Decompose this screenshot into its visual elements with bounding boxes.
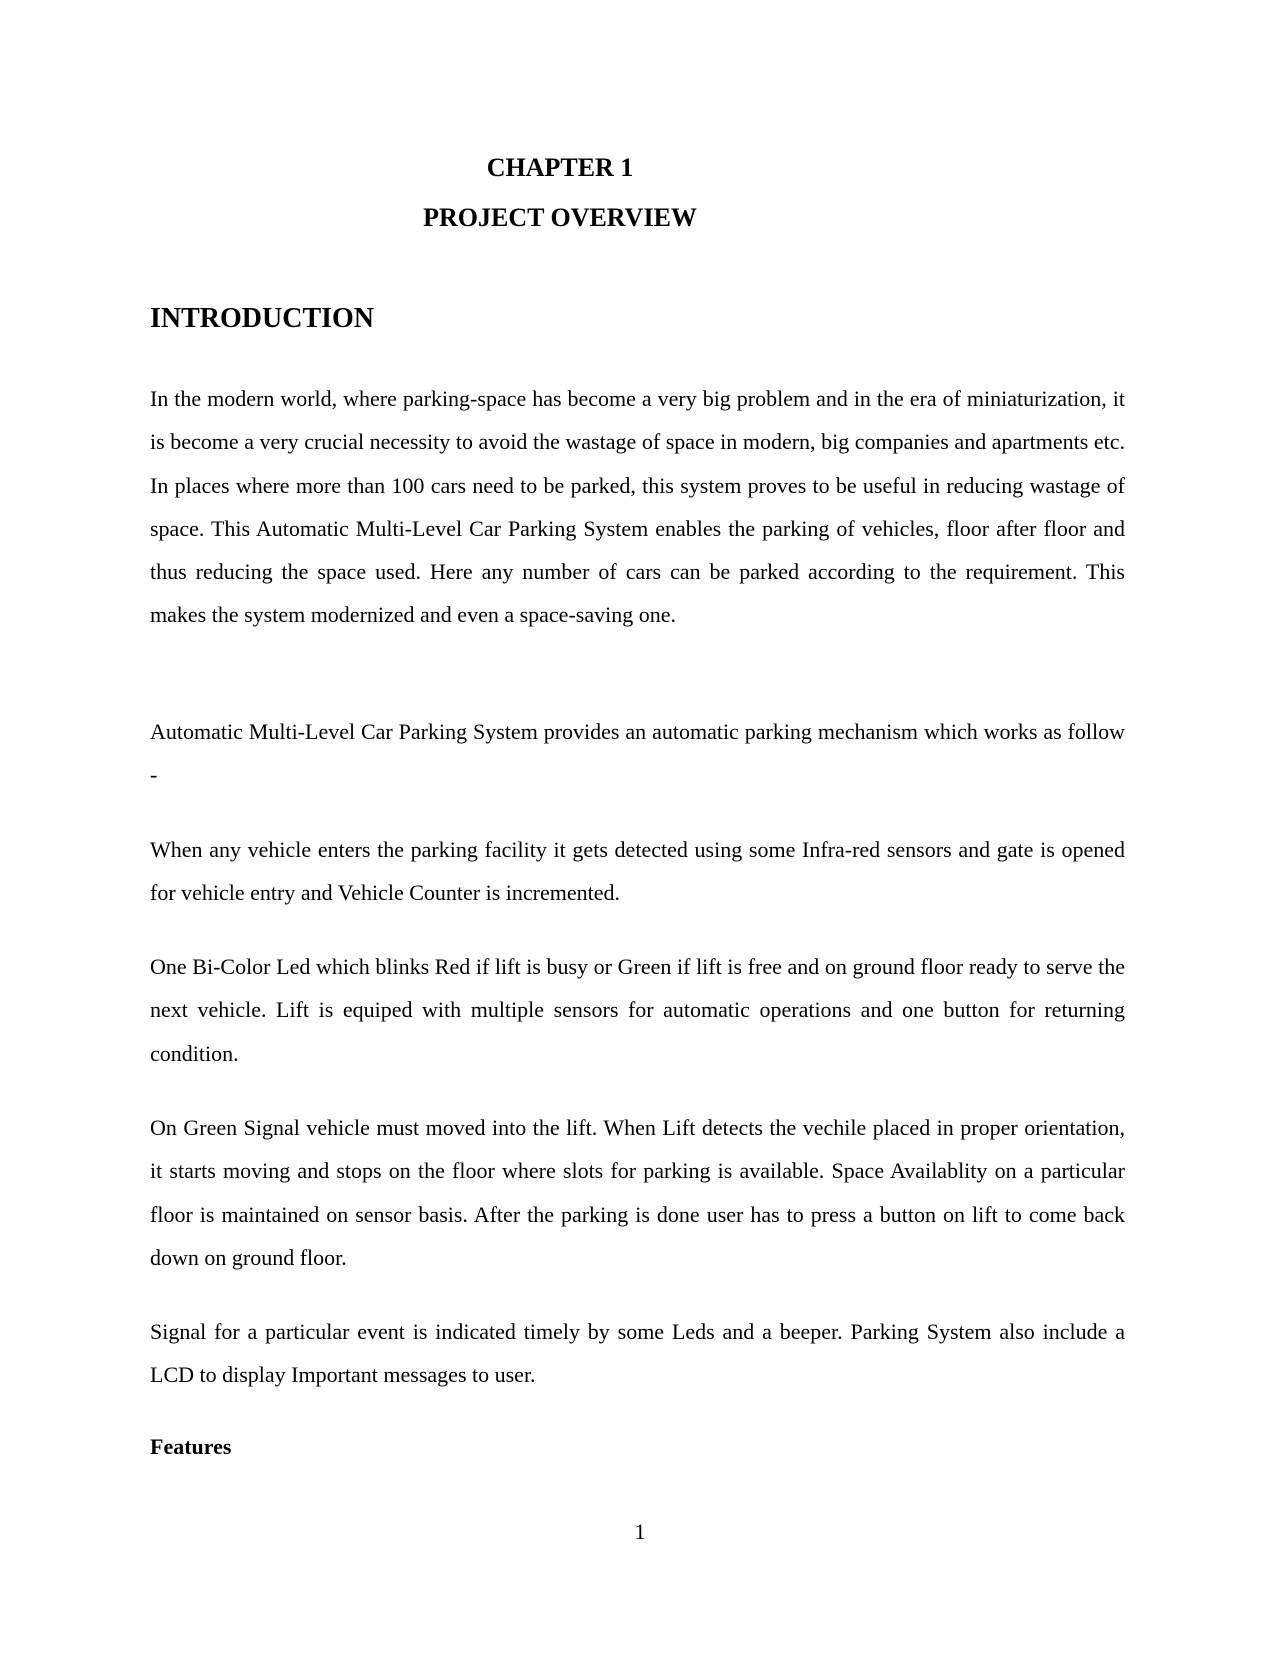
paragraph-vehicle-entry: When any vehicle enters the parking facility it gets detected using some Infra-red sensors and gate is opened for vehicle entry and Vehicle Counter is incremented. (150, 837, 1125, 906)
features-heading: Features (150, 1434, 232, 1459)
chapter-label: CHAPTER 1 (486, 153, 634, 182)
paragraph-green-signal: On Green Signal vehicle must moved into the lift. When Lift detects the vechile placed in proper orientation, it starts moving and stops on the floor where slots for parking is available. Space Availablity on a particular floor is maintained on sensor basis. After the parking is done user has to press a button on lift to come back down on ground floor. (150, 1115, 1125, 1270)
page-number: 1 (634, 1519, 646, 1544)
paragraph-signal-leds: Signal for a particular event is indicated timely by some Leds and a beeper. Parking System also include a LCD to display Important messages to user. (150, 1319, 1125, 1388)
section-heading-introduction: INTRODUCTION (150, 303, 375, 334)
paragraph-intro: In the modern world, where parking-space has become a very big problem and in the era of miniaturization, it is become a very crucial necessity to avoid the wastage of space in modern, big companies and apartments etc. In places where more than 100 cars need to be parked, this system proves to be useful in reducing wastage of space. This Automatic Multi-Level Car Parking System enables the parking of vehicles, floor after floor and thus reducing the space used. Here any number of cars can be parked according to the requirement. This makes the system modernized and even a space-saving one. (150, 386, 1125, 628)
paragraph-mechanism: Automatic Multi-Level Car Parking System provides an automatic parking mechanism which works as follow - (150, 719, 1125, 788)
chapter-title: PROJECT OVERVIEW (423, 203, 697, 232)
paragraph-bicolor-led: One Bi-Color Led which blinks Red if lift is busy or Green if lift is free and on ground floor ready to serve the next vehicle. Lift is equiped with multiple sensors for automatic operations and one button for returning condition. (150, 954, 1125, 1066)
